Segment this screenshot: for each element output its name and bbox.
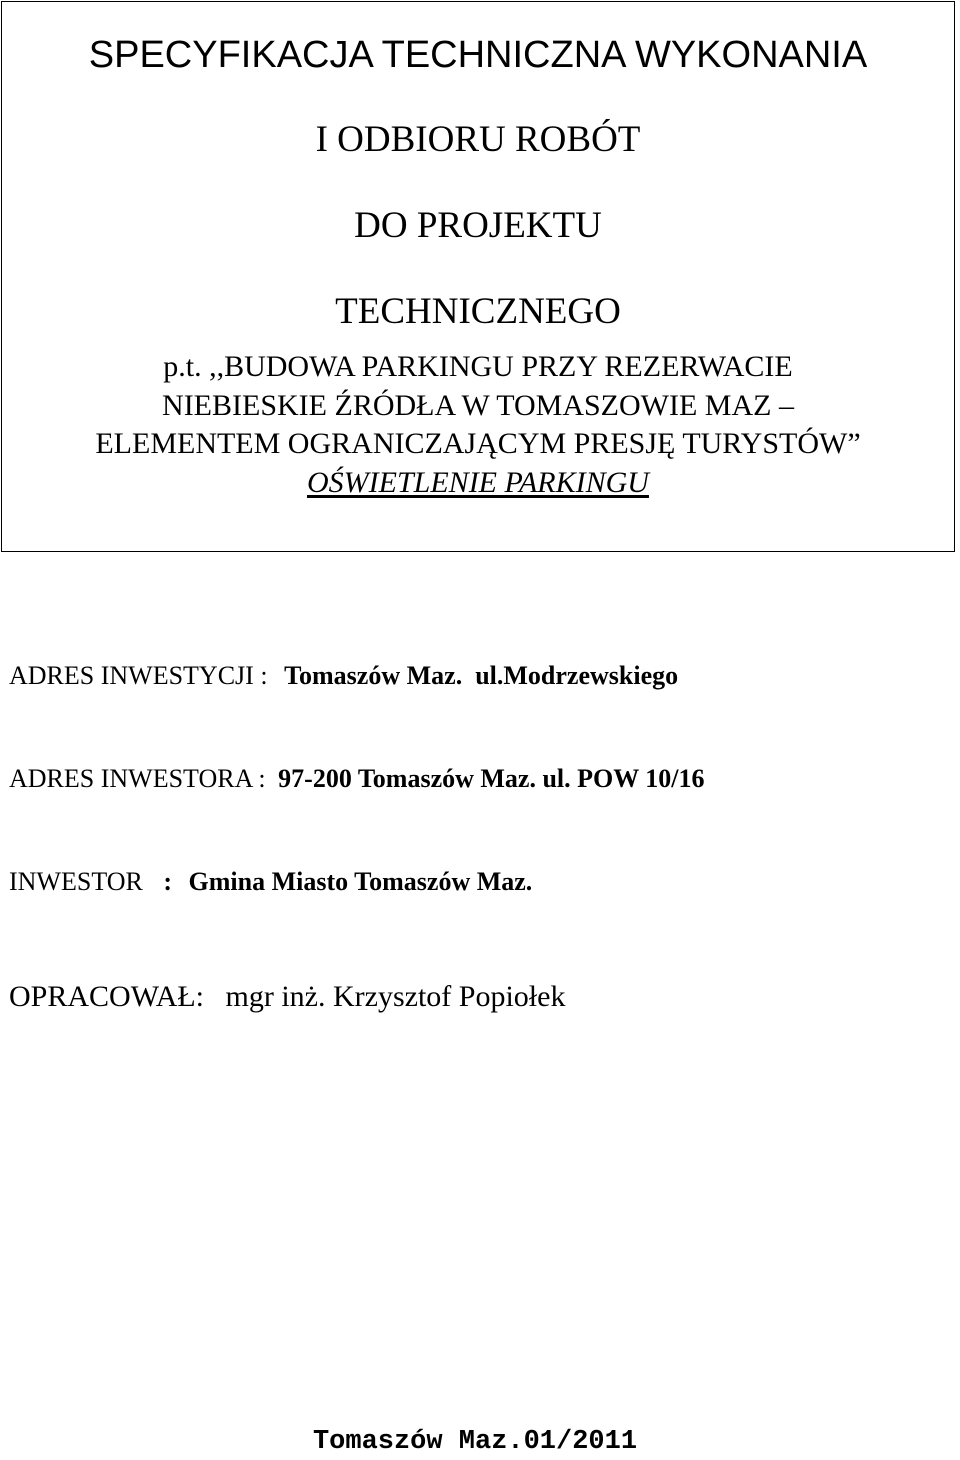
author-row	[9, 979, 565, 1015]
title-box	[1, 1, 955, 552]
place-date: Tomaszów Maz.01/2011	[312, 1427, 638, 1457]
investor-address-value: 97-200 Tomaszów Maz. ul. POW 10/16	[278, 764, 705, 793]
author-label: OPRACOWAŁ:	[9, 980, 205, 1013]
author-value: mgr inż. Krzysztof Popiołek	[225, 980, 566, 1013]
investor-label: INWESTOR	[9, 867, 143, 896]
document-title-line-2: I ODBIORU ROBÓT	[315, 119, 641, 160]
subtitle	[2, 465, 954, 501]
investor-value: Gmina Miasto Tomaszów Maz.	[188, 867, 533, 896]
project-name-line-3: ELEMENTEM OGRANICZAJĄCYM PRESJĘ TURYSTÓW”	[95, 427, 861, 460]
investment-address-label: ADRES INWESTYCJI :	[9, 661, 268, 690]
investment-address-value: Tomaszów Maz. ul.Modrzewskiego	[284, 661, 679, 690]
investor-row	[9, 866, 532, 898]
project-name-line-1: p.t. ,,BUDOWA PARKINGU PRZY REZERWACIE	[163, 350, 793, 383]
investment-address-row	[9, 660, 678, 692]
investor-address-row	[9, 763, 705, 795]
document-title-line-4: TECHNICZNEGO	[335, 291, 621, 332]
document-title-line-1: SPECYFIKACJA TECHNICZNA WYKONANIA	[88, 34, 868, 76]
investor-address-label: ADRES INWESTORA :	[9, 764, 266, 793]
subtitle-text: OŚWIETLENIE PARKINGU	[307, 466, 649, 499]
document-title-line-3: DO PROJEKTU	[354, 205, 602, 246]
investor-separator: :	[163, 867, 173, 896]
project-name-line-2: NIEBIESKIE ŹRÓDŁA W TOMASZOWIE MAZ –	[162, 389, 794, 422]
